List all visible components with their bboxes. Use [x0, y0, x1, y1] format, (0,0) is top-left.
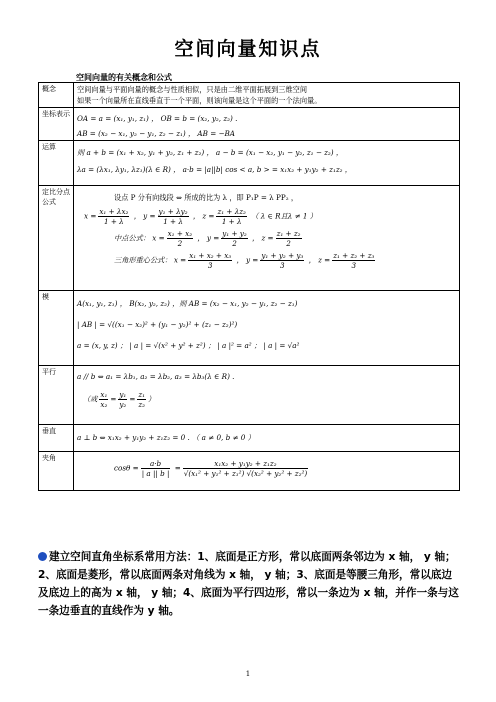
- table-row: [39, 366, 460, 425]
- ops-cell: [74, 141, 460, 186]
- row-label-ops: 运算: [39, 141, 74, 186]
- formula-line: A(x₁, y₁, z₁) ， B(x₂, y₂, z₂) ，则 AB = (x₂ − x₁, y₂ − y₁, z₂ − z₁): [77, 299, 298, 308]
- method-text: 建立空间直角坐标系常用方法：1、底面是正方形，常以底面两条邻边为 x 轴， y 轴；2、底面是菱形，常以底面两条对角线为 x 轴， y 轴；3、底面是等腰三角形，常以底边及底边上的高为 x 轴， y 轴；4、底面为平行四边形，常以一条边为 x 轴，并作一条与这一条边垂直的直线作为 y 轴。: [38, 551, 459, 617]
- formula-line: 设点 P 分有向线段 ⇔ 所成的比为 λ ，即 P₁P = λ PP₂ ，: [114, 193, 299, 202]
- formula-table: [38, 82, 460, 491]
- table-row: [39, 141, 460, 186]
- bullet-icon: [38, 552, 47, 561]
- table-row: [39, 291, 460, 366]
- concept-line: 空间向量与平面向量的概念与性质相似，只是由二维平面拓展到三维空间: [77, 85, 308, 94]
- row-label-modulus: 模: [39, 291, 74, 366]
- row-label-concept: 概念: [39, 83, 74, 108]
- formula-line: 中点公式： x = $\frac{\text{x₁ + x₂}}{2}$ ， y = $\frac{\text{y₁ + y₂}}{2}$ ， z = $\frac{\text{z₁ + z₂}}{2}$: [114, 229, 301, 248]
- row-label-division: 定比分点公式: [39, 186, 74, 291]
- method-paragraph: [38, 548, 462, 620]
- angle-cell: [74, 452, 460, 491]
- formula-line: OA = a = (x₁, y₁, z₁) ， OB = b = (x₂, y₂, z₂) .: [77, 114, 238, 123]
- formula-line: a ⊥ b ⇔ x₁x₂ + y₁y₂ + z₁z₂ = 0 . （ a ≠ 0, b ≠ 0 ）: [77, 433, 255, 442]
- concept-line: 如果一个向量所在直线垂直于一个平面，则该向量是这个平面的一个法向量。: [77, 96, 322, 105]
- formula-line: a // b ⇔ a₁ = λb₁, a₂ = λb₂, a₃ = λb₃(λ ∈ R) .: [77, 372, 235, 381]
- page-title: 空间向量知识点: [174, 38, 322, 60]
- row-label-angle: 夹角: [39, 452, 74, 491]
- division-cell: [74, 186, 460, 291]
- parallel-cell: [74, 366, 460, 425]
- coord-cell: [74, 108, 460, 141]
- section-subtitle: 空间向量的有关概念和公式: [76, 73, 172, 82]
- row-label-coord: 坐标表示: [39, 108, 74, 141]
- formula-line: a = (x, y, z) ； | a | = √(x² + y² + z²) ； | a |² = a² ； | a | = √a²: [77, 341, 300, 350]
- formula-line: cosθ = $\frac{a\cdot b}{| a || b |}$ = $\frac{\text{x₁x₂ + y₁y₂ + z₁z₂}}{\text{√(x₁² + y₁² + z₁²) √(x₂² + y₂² + z₂²)}}$: [114, 459, 308, 478]
- table-row: [39, 452, 460, 491]
- formula-line: （或 $\frac{\text{x₁}}{\text{x₂}}$ = $\frac{\text{y₁}}{\text{y₂}}$ = $\frac{\text{z₁}}{\text{z₂}}$ ）: [83, 390, 156, 409]
- formula-line: λa = (λx₁, λy₁, λz₁)(λ ∈ R) ， a·b = |a||b| cos < a, b > = x₁x₂ + y₁y₂ + z₁z₂ ，: [77, 165, 352, 174]
- perp-cell: [74, 425, 460, 452]
- formula-line: x = $\frac{\text{x₁ + λx₂}}{1 + \lambda}$ ， y = $\frac{\text{y₁ + λy₂}}{1 + \lambda}$ ， z = $\frac{\text{z₁ + λz₂}}{1 + \lambda}$ （ λ ∈ R且λ ≠ 1 ）: [84, 207, 317, 226]
- table-row: [39, 425, 460, 452]
- row-label-perp: 垂直: [39, 425, 74, 452]
- concept-cell: [74, 83, 460, 108]
- table-row: [39, 83, 460, 108]
- page-number: 1: [245, 670, 251, 678]
- table-row: [39, 186, 460, 291]
- modulus-cell: [74, 291, 460, 366]
- formula-line: AB = (x₂ − x₁, y₂ − y₁, z₂ − z₁) ， AB = −BA: [77, 129, 235, 138]
- formula-line: | AB | = √((x₁ − x₂)² + (y₁ − y₂)² + (z₁ − z₂)²): [77, 320, 238, 329]
- table-row: [39, 108, 460, 141]
- formula-line: 三角形重心公式： x = $\frac{\text{x₁ + x₂ + x₃}}{3}$ ， y = $\frac{\text{y₁ + y₂ + y₃}}{3}$ ， z = $\frac{\text{z₁ + z₂ + z₃}}{3}$: [114, 251, 375, 270]
- row-label-parallel: 平行: [39, 366, 74, 425]
- formula-line: 则 a + b = (x₁ + x₂, y₁ + y₂, z₁ + z₂) ， a − b = (x₁ − x₂, y₁ − y₂, z₁ − z₂) ，: [77, 148, 344, 157]
